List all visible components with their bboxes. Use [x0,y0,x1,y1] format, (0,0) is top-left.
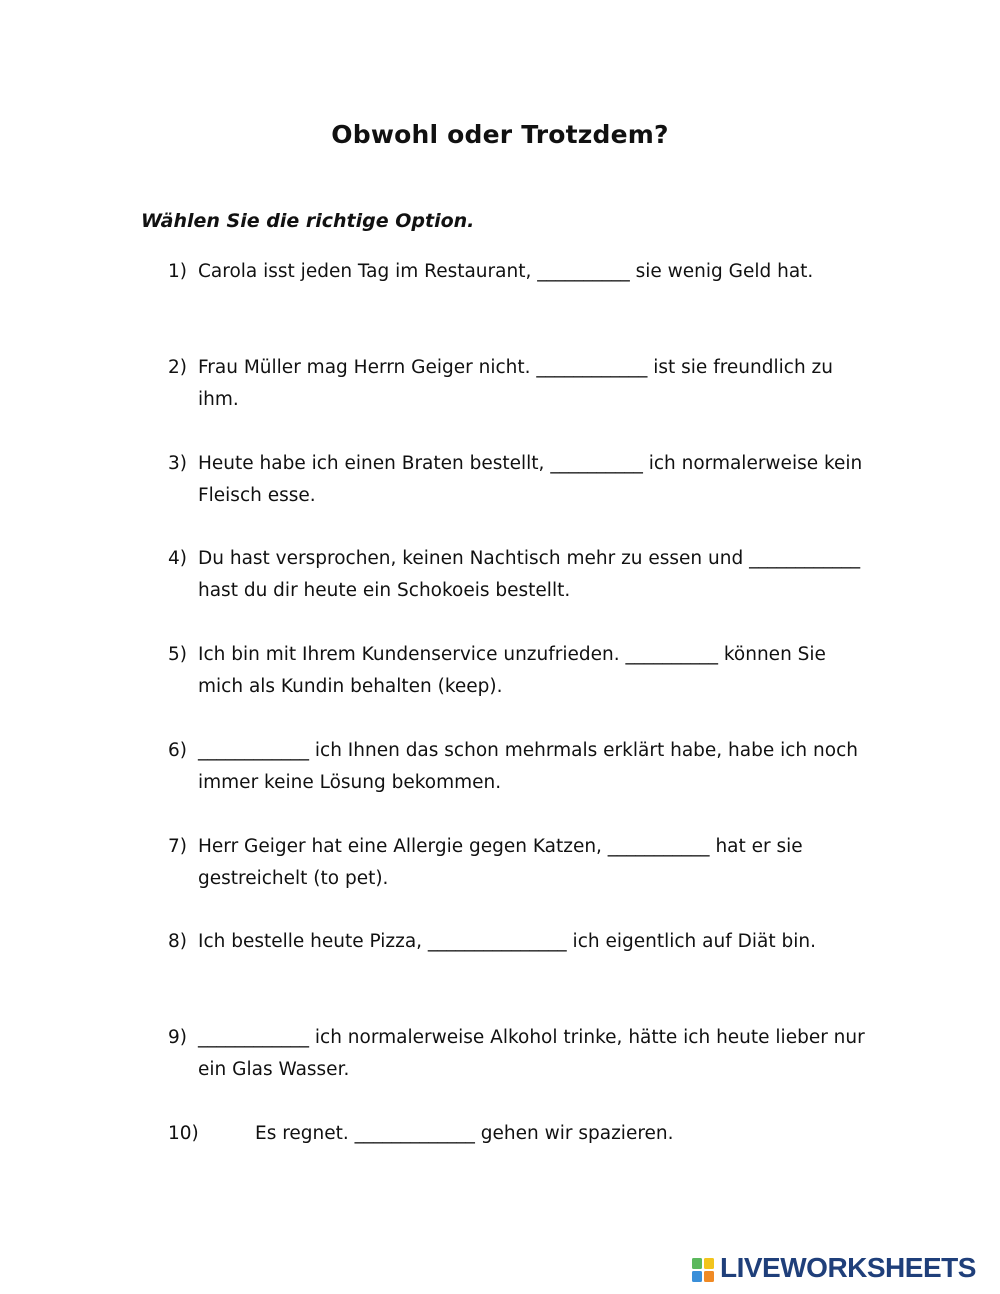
item-number: 8) [168,931,187,952]
logo-grid-icon [692,1258,714,1282]
list-item [168,639,868,703]
list-item [168,1118,868,1150]
item-number: 6) [168,740,187,761]
item-text: Du hast versprochen, keinen Nachtisch mehr zu essen und ____________ hast du dir heute ein Schokoeis bestellt. [198,548,861,601]
list-item [168,926,868,958]
item-number: 10) [168,1123,199,1144]
item-number: 5) [168,644,187,665]
instruction: Wählen Sie die richtige Option. [141,210,475,232]
item-text: Heute habe ich einen Braten bestellt, __________ ich normalerweise kein Fleisch esse. [198,453,863,506]
item-number: 2) [168,357,187,378]
item-text: Frau Müller mag Herrn Geiger nicht. ____________ ist sie freundlich zu ihm. [198,357,833,410]
item-text: Herr Geiger hat eine Allergie gegen Katzen, ___________ hat er sie gestreichelt (to pet). [198,836,803,889]
list-item [168,831,868,895]
item-number: 9) [168,1027,187,1048]
liveworksheets-logo [692,1254,992,1284]
item-number: 7) [168,836,187,857]
item-text: Ich bestelle heute Pizza, _______________ ich eigentlich auf Diät bin. [198,931,816,952]
item-number: 1) [168,261,187,282]
logo-text: LIVEWORKSHEETS [720,1252,976,1283]
list-item [168,543,868,607]
item-number: 4) [168,548,187,569]
item-text: Ich bin mit Ihrem Kundenservice unzufrieden. __________ können Sie mich als Kundin behalten (keep). [198,644,826,697]
list-item [168,448,868,512]
item-text: Es regnet. _____________ gehen wir spazieren. [255,1123,674,1144]
list-item [168,1022,868,1086]
item-text: Carola isst jeden Tag im Restaurant, __________ sie wenig Geld hat. [198,261,814,282]
list-item [168,256,868,288]
page-title: Obwohl oder Trotzdem? [331,120,669,149]
list-item [168,352,868,416]
item-text: ____________ ich normalerweise Alkohol trinke, hätte ich heute lieber nur ein Glas Wasser. [198,1027,865,1080]
item-number: 3) [168,453,187,474]
list-item [168,735,868,799]
item-text: ____________ ich Ihnen das schon mehrmals erklärt habe, habe ich noch immer keine Lösung bekommen. [198,740,858,793]
